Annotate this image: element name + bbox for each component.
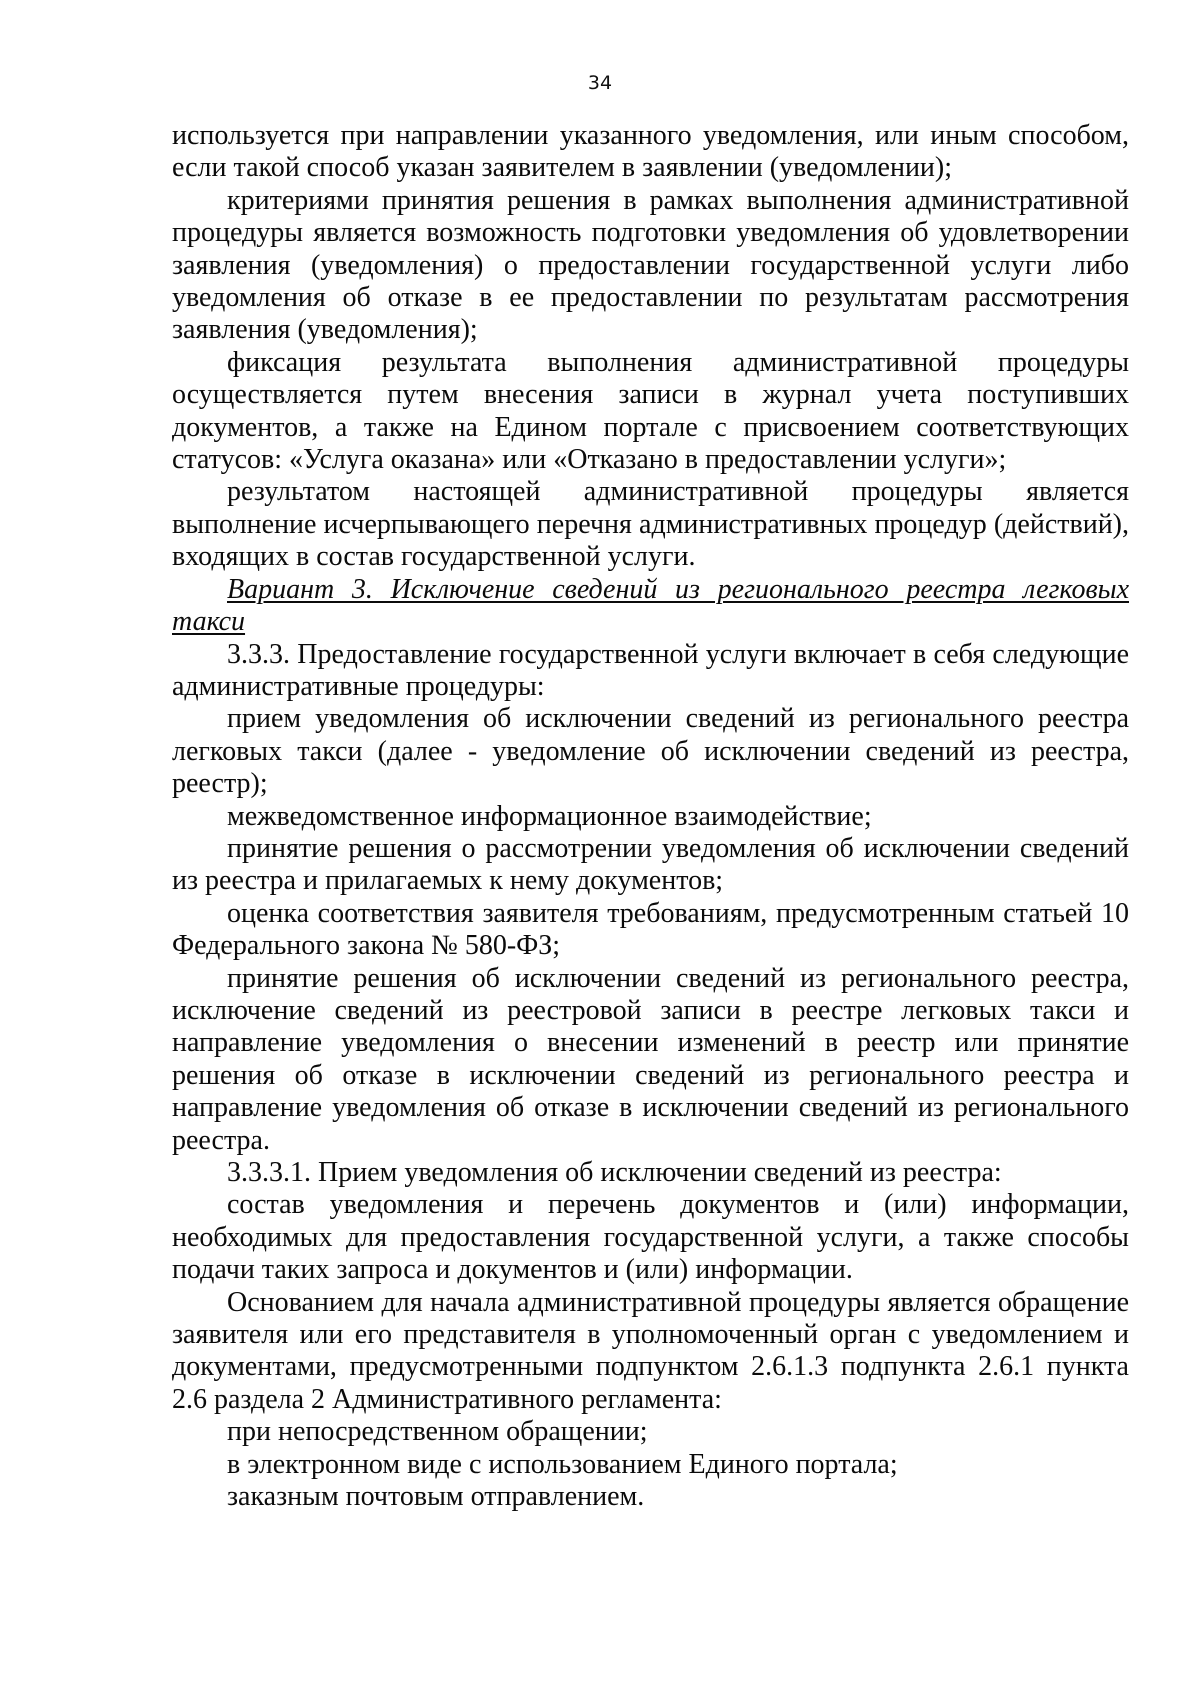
page-number: 34	[587, 72, 613, 94]
paragraph-result-fixation: фиксация результата выполнения административной процедуры осуществляется путем внесения записи в журнал учета поступивших документов, а также на Едином портале с присвоением соответствующих статусов: «Услуга оказана» или «Отказано в предоставлении услуги»;	[172, 346, 1129, 476]
list-item-exclusion-decision: принятие решения об исключении сведений из регионального реестра, исключение сведений из реестровой записи в реестре легковых такси и направление уведомления о внесении изменений в реестр или принятие решения об отказе в исключении сведений из регионального реестра и направление уведомления об отказе в исключении сведений из регионального реестра.	[172, 962, 1129, 1156]
list-item-notification-receipt: прием уведомления об исключении сведений из регионального реестра легковых такси (далее - уведомление об исключении сведений из реестра, реестр);	[172, 703, 1129, 800]
document-body	[172, 120, 1129, 1513]
list-item-direct-appeal: при непосредственном обращении;	[227, 1416, 648, 1448]
paragraph-3-3-3-1: 3.3.3.1. Прием уведомления об исключении сведений из реестра:	[227, 1157, 1002, 1188]
list-item-review-decision: принятие решения о рассмотрении уведомления об исключении сведений из реестра и прилагаемых к нему документов;	[172, 832, 1129, 897]
variant-3-heading: Вариант 3. Исключение сведений из регионального реестра легковых такси	[172, 573, 1129, 638]
paragraph-decision-criteria: критериями принятия решения в рамках выполнения административной процедуры является возможность подготовки уведомления об удовлетворении заявления (уведомления) о предоставлении государственной услуги либо уведомления об отказе в ее предоставлении по результатам рассмотрения заявления (уведомления);	[172, 184, 1129, 346]
paragraph-procedure-basis: Основанием для начала административной процедуры является обращение заявителя или его представителя в уполномоченный орган с уведомлением и документами, предусмотренными подпунктом 2.6.1.3 подпункта 2.6.1 пункта 2.6 раздела 2 Административного регламента:	[172, 1286, 1129, 1415]
paragraph-notification-composition: состав уведомления и перечень документов и (или) информации, необходимых для предоставления государственной услуги, а также способы подачи таких запроса и документов и (или) информации.	[172, 1189, 1129, 1286]
paragraph-3-3-3: 3.3.3. Предоставление государственной услуги включает в себя следующие административные процедуры:	[172, 638, 1129, 702]
list-item-electronic: в электронном виде с использованием Единого портала;	[227, 1448, 898, 1480]
paragraph-procedure-result: результатом настоящей административной процедуры является выполнение исчерпывающего перечня административных процедур (действий), входящих в состав государственной услуги.	[172, 476, 1129, 573]
list-item-registered-mail: заказным почтовым отправлением.	[227, 1481, 645, 1513]
paragraph-continuation: используется при направлении указанного уведомления, или иным способом, если такой способ указан заявителем в заявлении (уведомлении);	[172, 120, 1129, 184]
list-item-interagency: межведомственное информационное взаимодействие;	[227, 800, 872, 832]
list-item-compliance-assessment: оценка соответствия заявителя требованиям, предусмотренным статьей 10 Федерального закона № 580-ФЗ;	[172, 897, 1129, 962]
